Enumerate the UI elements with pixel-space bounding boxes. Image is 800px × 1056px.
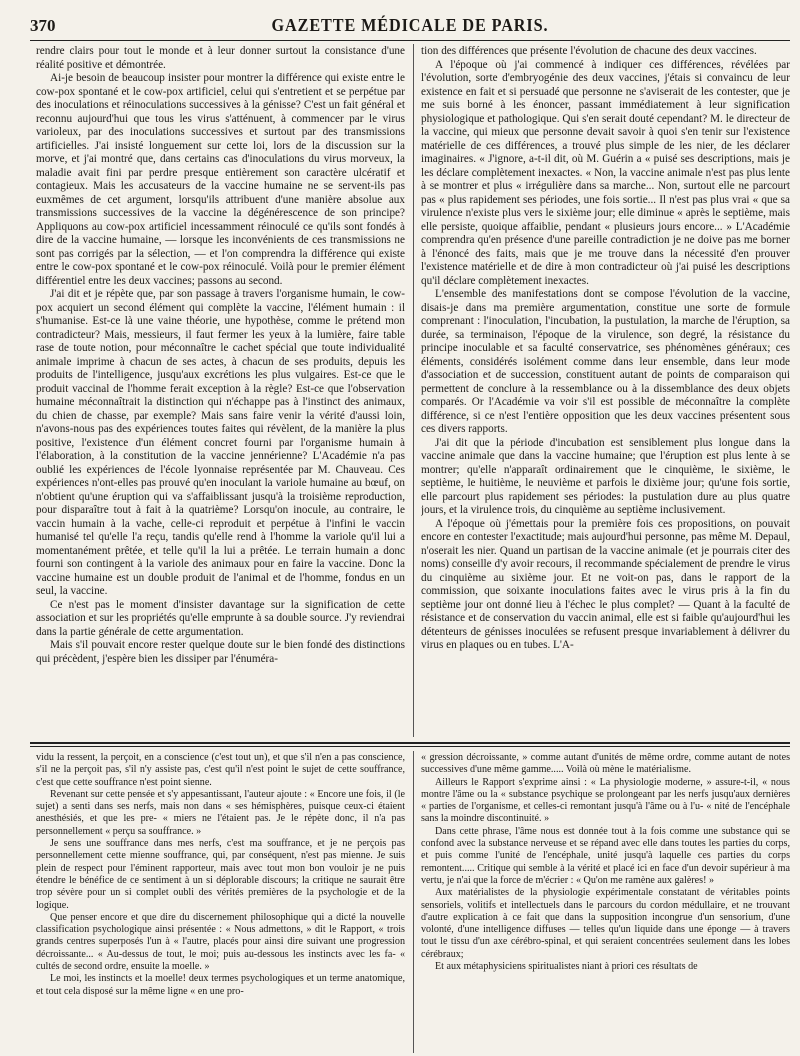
paragraph: vidu la ressent, la perçoit, en a conscience (c'est tout un), et que s'il n'en a pas conscience, s'il ne la perçoit pas, s'il n'y assiste pas, c'est qu'il n'est point le sujet de cette souffrance, c'est que cette souffrance n'est point sienne. — [36, 752, 405, 788]
page-header — [30, 14, 790, 38]
paragraph: « gression décroissante, » comme autant d'unités de même ordre, comme autant de notes successives d'une même gamme..... Voilà où mène le matérialisme. — [421, 752, 790, 776]
section-rule — [30, 742, 790, 744]
paragraph: Ai-je besoin de beaucoup insister pour montrer la différence qui existe entre le cow-pox spontané et le cow-pox artificiel, celui qui s'entretient et se perpétue par des inoculations et réinoculations successives à la génisse? C'est un fait général et reconnu aujourd'hui que tous les virus s'atténuent, à commencer par le virus varioleux, par des inoculations successives et surtout par des transmissions artificielles. J'ai insisté longuement sur cette loi, lors de la discussion sur la morve, et j'ai montré que, dans certains cas d'inoculations du virus morveux, la maladie avait fini par perdre presque entièrement son caractère ulcératif et contagieux. Mais les accusateurs de la vaccine humaine ne se servent-ils pas euxmêmes de cet argument, lorsqu'ils attribuent d'une manière absolue aux transmissions successives de la vaccine la dégénérescence de son principe? Appliquons au cow-pox artificiel incessamment réinoculé ce qu'ils sont fondés à dire de la vaccine humaine, — lorsque les inconvénients de ces transmissions ne sont pas corrigés par la sélection, — et l'on comprendra la différence qui existe entre le cow-pox spontané et le cow-pox réinoculé. Voilà pour le premier élément différentiel entre les deux vaccines; passons au second. — [36, 72, 405, 287]
paragraph: A l'époque où j'ai commencé à indiquer ces différences, révélées par l'évolution, sorte d'embryogénie des deux vaccines, j'étais si convaincu de leur existence en fait et si persuadé que personne ne s'aviserait de les contester, que je me suis borné à les énoncer, passant immédiatement à leur signification physiologique et pathologique. Qui s'en serait douté cependant? M. le directeur de la vaccine, qui mieux que personne devait savoir à quoi s'en tenir sur l'existence matérielle de ces différences, a trouvé plus simple de les nier, de les déclarer imaginaires. « J'ignore, a-t-il dit, où M. Guérin a « puisé ses descriptions, mais je les déclare complètement inexactes. « Non, la vaccine animale n'est pas plus lente à se montrer et plus « irrégulière dans sa marche... Non, surtout elle ne parcourt pas « plus rapidement ses périodes, une fois sortie... Il n'est pas plus vrai « que sa virulence n'existe plus vers le sixième jour; elle diminue « après le septième, mais elle persiste, quoique affaiblie, pendant « plusieurs jours encore... » L'Académie comprendra qu'en présence d'une pareille contradiction je ne doive pas me borner à l'énoncé des faits, mais que je me trouve dans la nécessité d'en prouver l'existence matérielle et de dire à mon contradicteur où j'ai puisé les descriptions qu'il déclare complètement inexactes. — [421, 58, 790, 287]
journal-title: GAZETTE MÉDICALE DE PARIS. — [271, 15, 549, 35]
lower-left-column — [36, 752, 405, 1052]
header-rule — [30, 40, 790, 41]
lower-right-column — [421, 752, 790, 1052]
paragraph: L'ensemble des manifestations dont se compose l'évolution de la vaccine, disais-je dans ma première argumentation, constitue une sorte de formule comprenant : l'inoculation, l'incubation, la pustulation, la marche de l'éruption, sa durée, sa terminaison, l'époque de la virulence, son degré, la résistance du principe inoculable et sa faculté conservatrice, ses phénomènes généraux; ces éléments, considérés isolément comme dans leur ensemble, dans leur mode d'association et de succession, constituent autant de points de comparaison qui permettent de conclure à la ressemblance ou à la dissemblance des deux objets comparés. Or l'Académie va voir s'il est possible de méconnaître la complète différence, si ce n'est l'entière opposition que les deux vaccines présentent sous ces divers rapports. — [421, 288, 790, 435]
paragraph: tion des différences que présente l'évolution de chacune des deux vaccines. — [421, 45, 757, 57]
paragraph: Dans cette phrase, l'âme nous est donnée tout à la fois comme une substance qui se confond avec la substance nerveuse et se répand avec elle dans toutes les parties du corps, et puis comme l'unité de l'encéphale, unité jusqu'à laquelle ces parties du corps remontent..... Critique qui semble à la vérité et placé ici en face d'un devoir supérieur à ma vertu, je n'ai que la force de m'écrier : « Qu'on me ramène aux galères! » — [421, 825, 790, 886]
paragraph: Aux matérialistes de la physiologie expérimentale constatant de véritables points sensoriels, volitifs et intellectuels dans le parcours du cordon médullaire, et ne trouvant d'autre explication à ce fait que dans la supposition incongrue d'un sensorium, d'une volonté, d'une intelligence diffuses — telles qu'un liquide dans une éponge — à travers tout le tissu d'un axe cérébro-spinal, et qui seraient concentrées seulement dans les lobes cérébraux; — [421, 887, 790, 960]
paragraph: Ailleurs le Rapport s'exprime ainsi : « La physiologie moderne, » assure-t-il, « nous montre l'âme ou la « substance psychique se prolongeant par les nerfs jusqu'aux dernières « parties de l'organisme, et celles-ci remontant jusqu'à l'âme ou à l'u- « nité de l'encéphale sans la moindre discontinuité. » — [421, 776, 790, 825]
paragraph: Ce n'est pas le moment d'insister davantage sur la signification de cette association et sur les propriétés qu'elle emprunte à sa double source. J'y reviendrai dans la partie générale de cette argumentation. — [36, 598, 405, 638]
paragraph: J'ai dit que la période d'incubation est sensiblement plus longue dans la vaccine animale que dans la vaccine humaine; que l'éruption est plus lente à se montrer; qu'elle n'apparaît ordinairement que le cinquième, le sixième, le septième, le huitième, le neuvième et parfois le dixième jour; qu'une fois sortie, elle parcourt plus rapidement ses périodes: la pustulation dure au plus quatre jours, et la virulence trois, du cinquième au septième inclusivement. — [421, 436, 790, 516]
paragraph: Le moi, les instincts et la moelle! deux termes psychologiques et un terme anatomique, et tout cela disposé sur la même ligne « en une pro- — [36, 973, 405, 997]
paragraph: rendre clairs pour tout le monde et à leur donner surtout la consistance d'une réalité positive et démontrée. — [36, 45, 405, 71]
paragraph: Revenant sur cette pensée et s'y appesantissant, l'auteur ajoute : « Encore une fois, il (le sujet) a senti dans ses nerfs, mais non dans « ses hémisphères, puisque ceux-ci étaient anesthésiés, et que les pre- « miers ne l'étaient pas. Je le répète donc, il n'a pas personnellement « perçu sa souffrance. » — [36, 788, 405, 837]
paragraph: Et aux métaphysiciens spiritualistes niant à priori ces résultats de — [435, 961, 698, 973]
upper-right-column — [421, 45, 790, 735]
column-divider-lower — [413, 751, 414, 1053]
paragraph: Que penser encore et que dire du discernement philosophique qui a dicté la nouvelle classification psychologique ainsi présentée : « Nous admettons, » dit le Rapport, « trois grands centres superposés l'un à « l'autre, placés pour ainsi dire suivant une progression décroissante... « Au-dessus de tout, le moi; puis au-dessous les instincts avec les fa- « cultés de second ordre, ensuite la moelle. » — [36, 911, 405, 973]
paragraph: Mais s'il pouvait encore rester quelque doute sur le bien fondé des distinctions qui précèdent, j'espère bien les dissiper par l'énuméra- — [36, 639, 405, 665]
paragraph: A l'époque où j'émettais pour la première fois ces propositions, on pouvait encore en contester l'exactitude; mais aujourd'hui personne, pas même M. Depaul, n'oserait les nier. Quand un partisan de la vaccine animale (et je pourrais citer des noms) conseille d'y avoir recours, il recommande spécialement de prendre le virus du cinquième au sixième jour. Et ne voit-on pas, dans le rapport de la commission, que soixante inoculations faites avec le virus pris à la fin du septième jour ont donné lieu à l'échec le plus complet? — Quant à la faculté de résistance et de conservation du vaccin animal, elle est si faible qu'aujourd'hui les détenteurs de génisses inoculées se refusent presque invariablement à délivrer du virus en plaques ou en tubes. L'A- — [421, 517, 790, 651]
column-divider — [413, 44, 414, 737]
paragraph: J'ai dit et je répète que, par son passage à travers l'organisme humain, le cow-pox acquiert un second élément qui complète la vaccine, l'élément humain : il s'humanise. Est-ce là une vaine théorie, une hypothèse, comme le prétend mon contradicteur? Mais, messieurs, il faut fermer les yeux à la lumière, faire table rase de toute notion, pour méconnaître le cachet spécial que toute individualité animale imprime à chacun de ses actes, à chacun de ses produits, depuis les produits de l'intelligence, jusqu'aux excrétions les plus vulgaires. Est-ce que le produit vaccinal de l'homme ferait exception à la règle? Est-ce que l'observation humaine méconnaîtrait la distinction qui n'échappe pas à l'instinct des animaux, du chien de chasse, par exemple? Mais sans faire venir la vérité d'aussi loin, n'avons-nous pas des expériences toutes faites qui révèlent, de la manière la plus positive, l'existence d'un élément concret fourni par l'organisme humain à l'élaboration, à la constitution de la vaccine jennérienne? L'Académie n'a pas oublié les expériences de l'école lyonnaise représentée par M. Chauveau. Ces expériences n'ont-elles pas prouvé qu'en inoculant la variole humaine au bœuf, on n'obtient qu'une éruption qui va s'affaiblissant jusqu'à la troisième reproduction, pour disparaître tout à fait à la quatrième? Lorsqu'on inocule, au contraire, le vaccin humain à la vache, celle-ci reproduit et perpétue à l'infini le vaccin humanisé tel qu'elle l'a reçu, tandis qu'elle rend à l'homme la variole qu'il lui a momentanément prêtée, et telle qu'il la lui a prêtée. Le terrain humain a donc fourni son contingent à la variole des animaux pour en faire la vaccine. Donc la vaccine humaine est un double produit de l'animal et de l'homme, fondus en un seul, la vaccine. — [36, 288, 405, 597]
page-number: 370 — [30, 16, 56, 35]
paragraph: Je sens une souffrance dans mes nerfs, c'est ma souffrance, et je ne perçois pas personnellement cette mienne souffrance, qui, par conséquent, n'est pas mienne. Je suis plein de respect pour l'éminent rapporteur, mais avec tout mon bon vouloir je ne puis étendre le bénéfice de ce sentiment à un si déplorable discours; la critique ne saurait être trop sévère pour un si complet oubli des vérités premières de la psychologie et de la logique. — [36, 838, 405, 911]
section-rule-thin — [30, 746, 790, 747]
upper-left-column — [36, 45, 405, 735]
